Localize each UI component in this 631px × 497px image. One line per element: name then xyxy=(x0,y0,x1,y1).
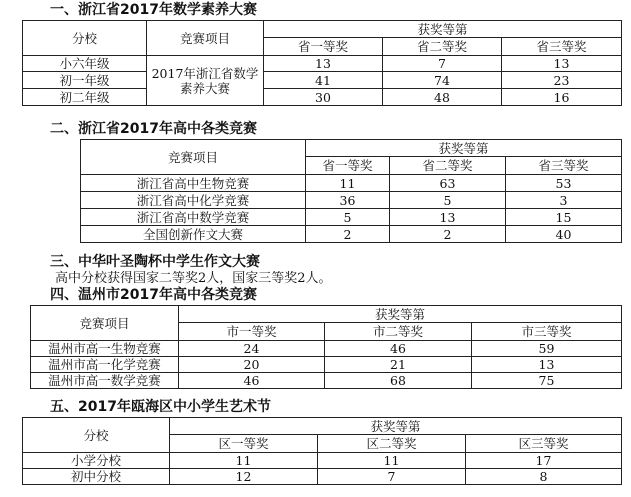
cell-value: 11 xyxy=(318,453,466,469)
section2-table xyxy=(80,139,622,243)
cell-value: 2 xyxy=(306,226,390,243)
header-award: 获奖等第 xyxy=(264,21,622,38)
header-level: 市一等奖 xyxy=(179,323,325,341)
cell-value: 53 xyxy=(506,175,622,192)
row-label: 温州市高一化学竞赛 xyxy=(31,357,179,373)
row-label: 小学分校 xyxy=(23,453,170,469)
cell-value: 74 xyxy=(383,72,502,89)
header-level: 省二等奖 xyxy=(383,38,502,56)
cell-value: 13 xyxy=(502,56,622,72)
cell-value: 7 xyxy=(383,56,502,72)
header-school: 分校 xyxy=(23,418,170,453)
header-award: 获奖等第 xyxy=(179,306,622,323)
cell-value: 13 xyxy=(472,357,622,373)
header-level: 市三等奖 xyxy=(472,323,622,341)
cell-value: 11 xyxy=(306,175,390,192)
cell-value: 68 xyxy=(325,373,472,389)
section3-heading: 三、中华叶圣陶杯中学生作文大赛 xyxy=(50,254,260,270)
header-level: 省三等奖 xyxy=(506,157,622,175)
cell-value: 63 xyxy=(390,175,506,192)
row-label: 小六年级 xyxy=(23,56,147,72)
cell-value: 24 xyxy=(179,341,325,357)
header-level: 省二等奖 xyxy=(390,157,506,175)
section3-text: 高中分校获得国家二等奖2人，国家三等奖2人。 xyxy=(55,271,332,286)
row-label: 初二年级 xyxy=(23,89,147,106)
cell-value: 16 xyxy=(502,89,622,106)
cell-value: 75 xyxy=(472,373,622,389)
row-label: 初一年级 xyxy=(23,72,147,89)
header-event: 竞赛项目 xyxy=(31,306,179,341)
cell-value: 46 xyxy=(179,373,325,389)
cell-value: 13 xyxy=(264,56,383,72)
header-level: 区二等奖 xyxy=(318,435,466,453)
section5-table xyxy=(22,417,622,485)
header-level: 省一等奖 xyxy=(306,157,390,175)
row-label: 浙江省高中生物竞赛 xyxy=(81,175,306,192)
header-award: 获奖等第 xyxy=(306,140,622,157)
cell-value: 11 xyxy=(170,453,318,469)
section1-table xyxy=(22,20,622,106)
cell-value: 7 xyxy=(318,469,466,485)
row-label: 温州市高一生物竞赛 xyxy=(31,341,179,357)
row-label: 全国创新作文大赛 xyxy=(81,226,306,243)
section4-table xyxy=(30,305,622,389)
cell-value: 2 xyxy=(390,226,506,243)
cell-value: 5 xyxy=(390,192,506,209)
cell-value: 20 xyxy=(179,357,325,373)
cell-value: 59 xyxy=(472,341,622,357)
row-label: 浙江省高中化学竞赛 xyxy=(81,192,306,209)
cell-value: 23 xyxy=(502,72,622,89)
cell-value: 15 xyxy=(506,209,622,226)
cell-value: 5 xyxy=(306,209,390,226)
cell-value: 48 xyxy=(383,89,502,106)
row-label: 温州市高一数学竞赛 xyxy=(31,373,179,389)
row-label: 初中分校 xyxy=(23,469,170,485)
event-name: 2017年浙江省数学素养大赛 xyxy=(147,56,264,106)
header-level: 市二等奖 xyxy=(325,323,472,341)
cell-value: 12 xyxy=(170,469,318,485)
section4-heading: 四、温州市2017年高中各类竞赛 xyxy=(50,287,257,303)
cell-value: 41 xyxy=(264,72,383,89)
header-level: 区三等奖 xyxy=(466,435,622,453)
cell-value: 36 xyxy=(306,192,390,209)
section5-heading: 五、2017年瓯海区中小学生艺术节 xyxy=(50,399,271,415)
cell-value: 8 xyxy=(466,469,622,485)
cell-value: 46 xyxy=(325,341,472,357)
cell-value: 13 xyxy=(390,209,506,226)
cell-value: 21 xyxy=(325,357,472,373)
header-school: 分校 xyxy=(23,21,147,56)
header-level: 区一等奖 xyxy=(170,435,318,453)
header-level: 省三等奖 xyxy=(502,38,622,56)
cell-value: 17 xyxy=(466,453,622,469)
section1-heading: 一、浙江省2017年数学素养大赛 xyxy=(50,2,257,18)
header-event: 竞赛项目 xyxy=(81,140,306,175)
cell-value: 30 xyxy=(264,89,383,106)
cell-value: 3 xyxy=(506,192,622,209)
row-label: 浙江省高中数学竞赛 xyxy=(81,209,306,226)
cell-value: 40 xyxy=(506,226,622,243)
header-award: 获奖等第 xyxy=(170,418,622,435)
header-level: 省一等奖 xyxy=(264,38,383,56)
header-event: 竞赛项目 xyxy=(147,21,264,56)
section2-heading: 二、浙江省2017年高中各类竞赛 xyxy=(50,121,257,137)
